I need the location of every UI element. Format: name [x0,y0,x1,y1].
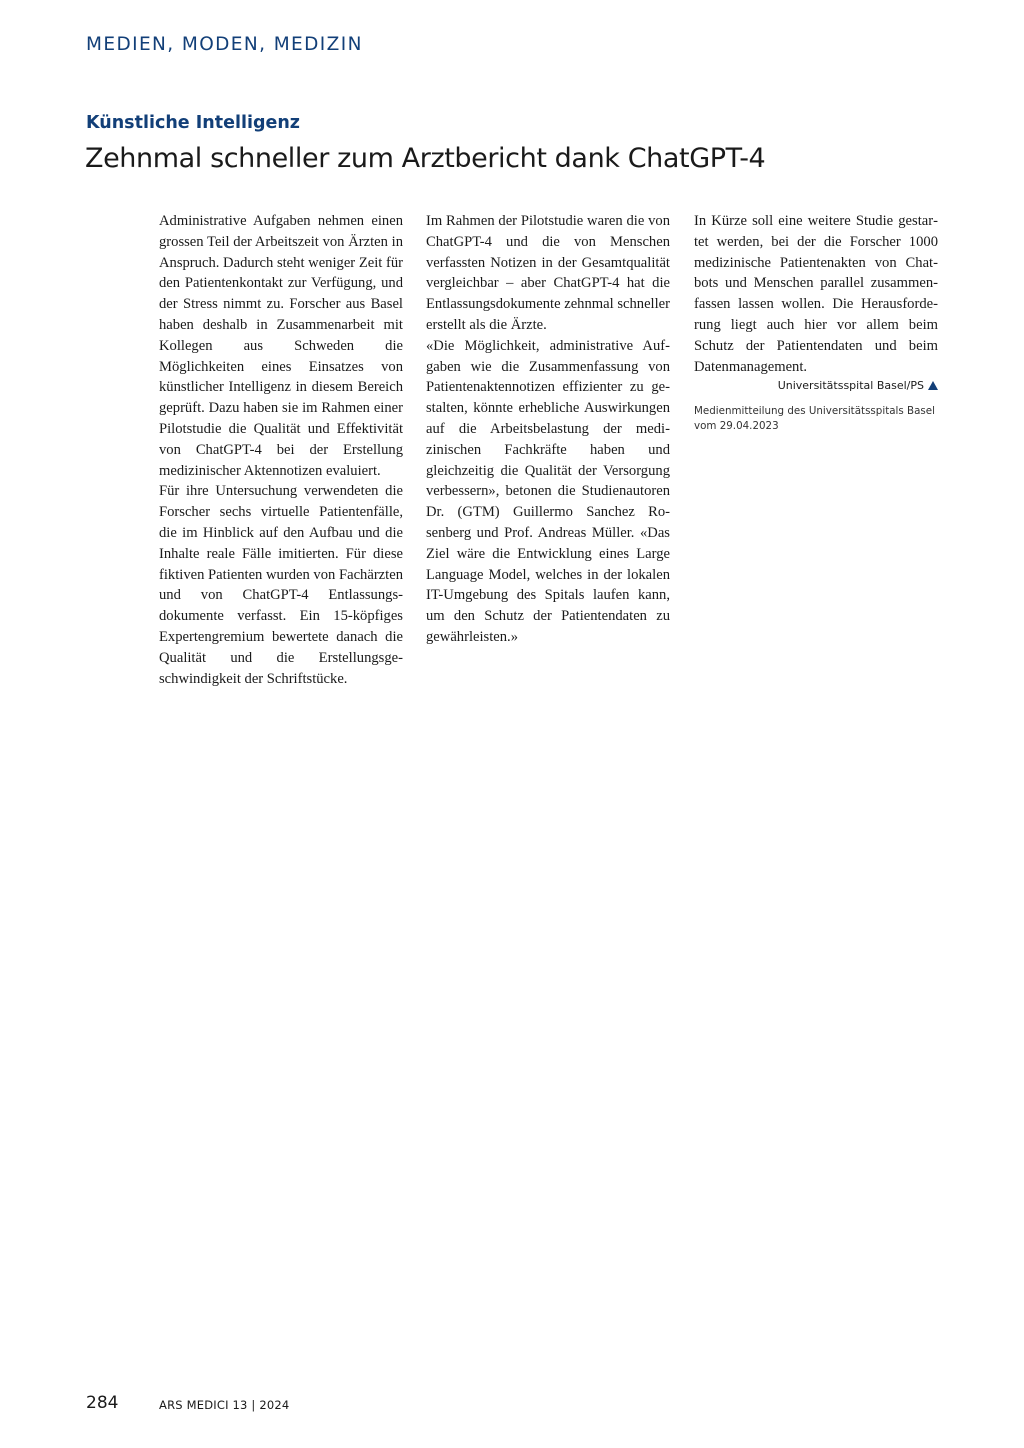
section-header: MEDIEN, MODEN, MEDIZIN [86,34,363,55]
credit-text: Universitätsspital Basel/PS [777,379,924,393]
end-triangle-icon [928,381,938,390]
article-title: Zehnmal schneller zum Arztbericht dank ChatGPT-4 [85,143,766,174]
paragraph: Im Rahmen der Pilotstudie waren die von ChatGPT-4 und die von Menschen verfassten Notizen in der Gesamtqualität vergleichbar – aber ChatGPT-4 hat die Entlassungsdokumente zehnmal schneller erstellt als die Ärzte. [426,213,670,333]
paragraph: «Die Möglichkeit, administrative Aufgaben wie die Zusammenfassung von Patientenaktennotizen effizienter zu gestalten, könnte erhebliche Auswirkungen auf die Arbeitsbelastung der medizinischen Fachkräfte haben und gleichzeitig die Qualität der Versorgung verbessern», betonen die Studienautoren Dr. (GTM) Guillermo Sanchez Rosenberg und Prof. Andreas Müller. «Das Ziel wäre die Entwicklung eines Large Language Model, welches in der lokalen IT-Umgebung des Spitals laufen kann, um den Schutz der Patientendaten zu gewährleisten.» [426,337,670,645]
column-3-body [694,211,938,377]
paragraph: In Kürze soll eine weitere Studie gestartet werden, bei der die Forscher 1000 medizinische Patientenakten von Chatbots und Menschen parallel zusammenfassen lassen wollen. Die Herausforderung liegt auch hier vor allem beim Schutz der Patientendaten und beim Datenmanagement. [694,213,938,375]
article-credit [694,378,938,394]
page-number: 284 [86,1393,119,1413]
source-note: Medienmitteilung des Universitätsspitals Basel vom 29.04.2023 [694,405,935,432]
article-kicker: Künstliche Intelligenz [86,113,300,133]
paragraph: Administrative Aufgaben nehmen einen grossen Teil der Arbeitszeit von Ärzten in Anspruch. Dadurch steht weniger Zeit für den Patientenkontakt zur Verfügung, und der Stress nimmt zu. Forscher aus Basel haben deshalb in Zusammenarbeit mit Kollegen aus Schweden die Möglichkeiten eines Einsatzes von künstlicher Intelligenz in diesem Bereich geprüft. Dazu haben sie im Rahmen einer Pilotstudie die Qualität und Effektivität von ChatGPT-4 bei der Erstellung medizinischer Aktennotizen evaluiert. [159,213,403,479]
text-column-1 [159,211,403,689]
text-column-3 [694,211,938,433]
text-column-2 [426,211,670,648]
journal-issue: ARS MEDICI 13 | 2024 [159,1398,290,1412]
paragraph: Für ihre Untersuchung verwendeten die Forscher sechs virtuelle Patientenfälle, die im Hinblick auf den Aufbau und die Inhalte reale Fälle imitierten. Für diese fiktiven Patienten wurden von Fachärzten und von ChatGPT-4 Entlassungsdokumente verfasst. Ein 15-köpfiges Expertengremium bewertete danach die Qualität und die Erstellungsgeschwindigkeit der Schriftstücke. [159,483,403,687]
